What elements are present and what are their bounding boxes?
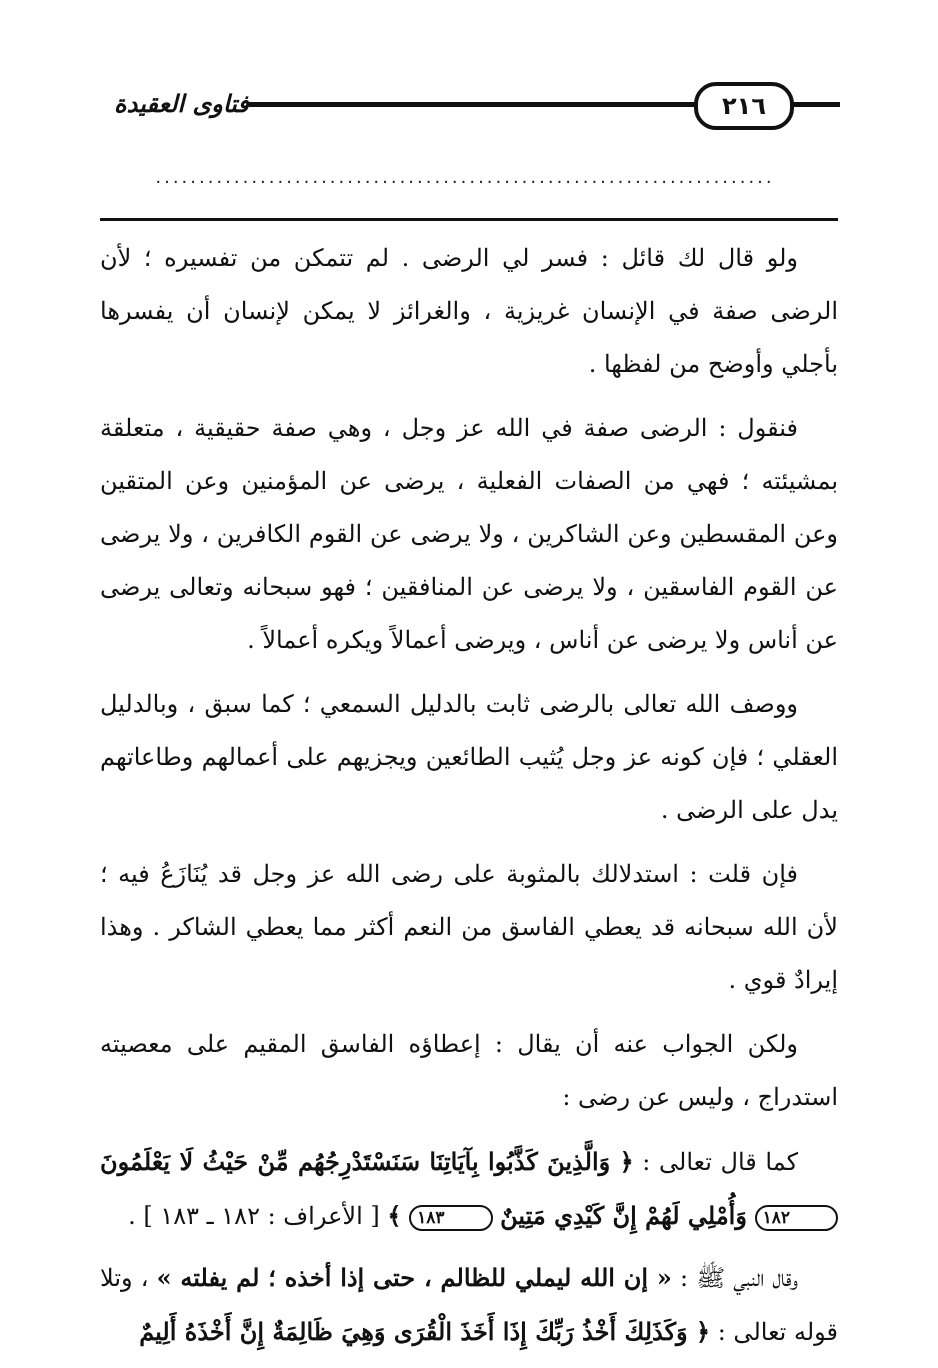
quran-verse-hud: ﴿ وَكَذَلِكَ أَخْذُ رَبِّكَ إِذَا أَخَذَ الْقُرَى وَهِيَ ظَالِمَةٌ إِنَّ أَخْذَهُ أَلِيمٌ	[139, 1317, 711, 1346]
quran-verse-182: ﴿ وَالَّذِينَ كَذَّبُوا بِآيَاتِنَا سَنَسْتَدْرِجُهُم مِّنْ حَيْثُ لَا يَعْلَمُونَ	[100, 1147, 634, 1176]
body-text	[100, 232, 838, 1359]
verse-intro: كما قال تعالى :	[642, 1148, 798, 1176]
running-header	[100, 78, 840, 128]
hadith-intro: وقال النبي ﷺ :	[680, 1264, 798, 1292]
ayah-number-183: ١٨٣	[409, 1205, 492, 1231]
paragraph: ووصف الله تعالى بالرضى ثابت بالدليل السمعي ؛ كما سبق ، وبالدليل العقلي ؛ فإن كونه عز وجل يُثيب الطائعين ويجزيهم على أعمالهم وطاعاتهم يدل على الرضى .	[100, 690, 838, 824]
paragraph: فنقول : الرضى صفة في الله عز وجل ، وهي صفة حقيقية ، متعلقة بمشيئته ؛ فهي من الصفات الفعلية ، يرضى عن المؤمنين وعن المتقين وعن المقسطين وعن الشاكرين ، ولا يرضى عن القوم الكافرين ، ولا يرضى عن القوم الفاسقين ، ولا يرضى عن المنافقين ؛ فهو سبحانه وتعالى يرضى عن أناس ولا يرضى عن أناس ، ويرضى أعمالاً ويكره أعمالاً .	[100, 414, 838, 654]
hadith-middle: ، وتلا قوله تعالى :	[100, 1264, 838, 1346]
paragraph: ولكن الجواب عنه أن يقال : إعطاؤه الفاسق المقيم على معصيته استدراج ، وليس عن رضى :	[100, 1030, 838, 1111]
hadith-paragraph	[100, 1251, 838, 1359]
paragraph: فإن قلت : استدلالك بالمثوبة على رضى الله عز وجل قد يُنَازَعُ فيه ؛ لأن الله سبحانه قد يعطي الفاسق من النعم أكثر مما يعطي الشاكر . وهذا إيرادٌ قوي .	[100, 860, 838, 994]
quran-close-bracket: ﴾	[387, 1201, 402, 1230]
header-divider	[100, 218, 838, 221]
verse-reference: [ الأعراف : ١٨٢ ـ ١٨٣ ] .	[128, 1202, 380, 1230]
page-number: ٢١٦	[694, 82, 794, 130]
ayah-number-182: ١٨٢	[755, 1205, 838, 1231]
verse-paragraph	[100, 1135, 838, 1243]
quran-verse-183: وَأُمْلِي لَهُمْ إِنَّ كَيْدِي مَتِينٌ	[500, 1201, 747, 1230]
paragraph: ولو قال لك قائل : فسر لي الرضى . لم تتمكن من تفسيره ؛ لأن الرضى صفة في الإنسان غريزية ، والغرائز لا يمكن لإنسان أن يفسرها بأجلي وأوضح من لفظها .	[100, 244, 838, 378]
hadith-text: « إن الله ليملي للظالم ، حتى إذا أخذه ؛ لم يفلته »	[156, 1263, 672, 1292]
book-title: فتاوى العقيدة	[100, 84, 249, 124]
dotted-separator: .......................................................................	[155, 168, 775, 188]
